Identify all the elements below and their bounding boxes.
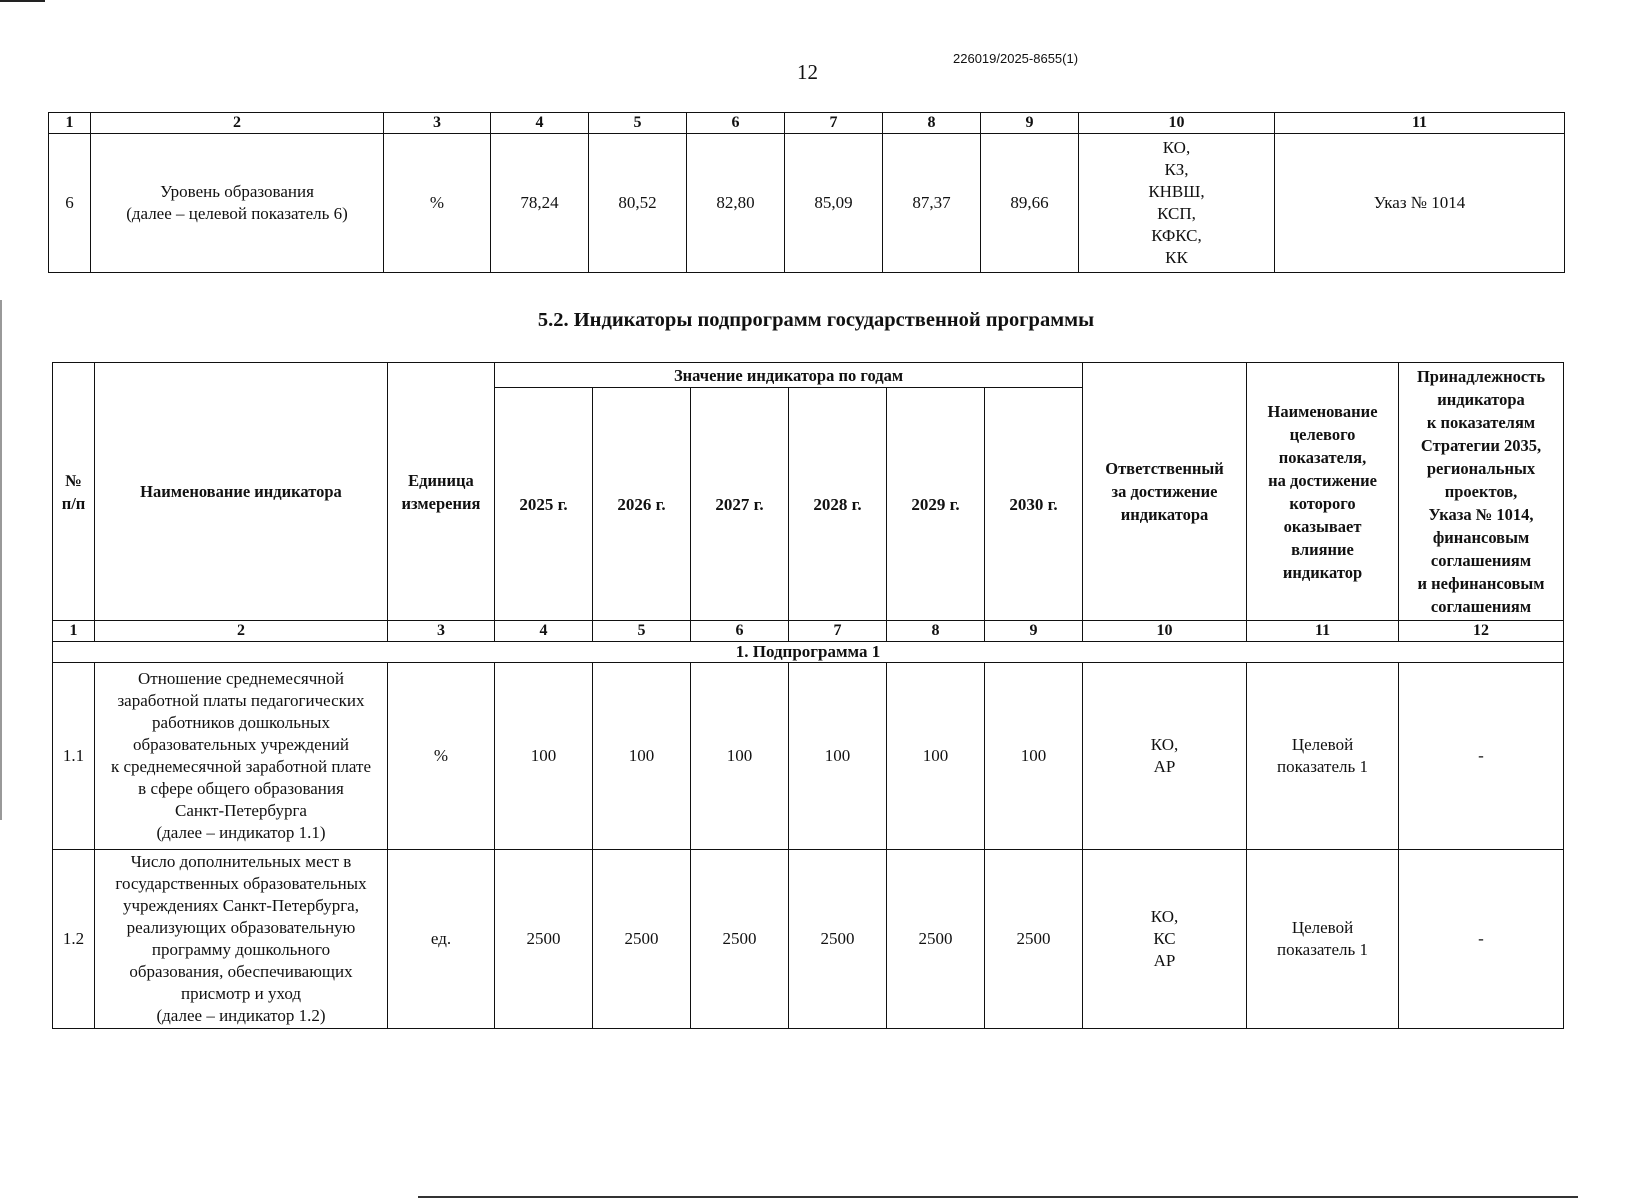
- col-number: 10: [1079, 113, 1275, 134]
- value-cell: 80,52: [589, 134, 687, 273]
- scan-artifact-bottom: [418, 1196, 1578, 1198]
- header-year: 2025 г.: [495, 388, 593, 621]
- unit: ед.: [388, 850, 495, 1029]
- target-indicators-table: [48, 112, 1565, 273]
- header-row: [53, 363, 1564, 388]
- value-cell: 100: [789, 663, 887, 850]
- subprogram-row: [53, 642, 1564, 663]
- header-year: 2030 г.: [985, 388, 1083, 621]
- header-year: 2028 г.: [789, 388, 887, 621]
- value-cell: 82,80: [687, 134, 785, 273]
- value-cell: 100: [887, 663, 985, 850]
- col-number: 3: [388, 621, 495, 642]
- col-number: 1: [49, 113, 91, 134]
- value-cell: 100: [593, 663, 691, 850]
- value-cell: 2500: [985, 850, 1083, 1029]
- value-cell: 100: [495, 663, 593, 850]
- responsible: КО, КС АР: [1083, 850, 1247, 1029]
- value-cell: 2500: [887, 850, 985, 1029]
- col-number: 6: [687, 113, 785, 134]
- col-number: 9: [985, 621, 1083, 642]
- value-cell: 100: [691, 663, 789, 850]
- value-cell: 100: [985, 663, 1083, 850]
- row-number: 1.2: [53, 850, 95, 1029]
- col-number: 4: [491, 113, 589, 134]
- table-row: [53, 663, 1564, 850]
- indicator-name: Число дополнительных мест в государственных образовательных учреждениях Санкт-Петербурга, реализующих образовательную программу дошкольного образования, обеспечивающих присмотр и уход (далее – индикатор 1.2): [95, 850, 388, 1029]
- value-cell: 2500: [495, 850, 593, 1029]
- col-number: 5: [589, 113, 687, 134]
- col-number: 7: [785, 113, 883, 134]
- header-name: Наименование индикатора: [95, 363, 388, 621]
- header-num: № п/п: [53, 363, 95, 621]
- header-year: 2026 г.: [593, 388, 691, 621]
- value-cell: 78,24: [491, 134, 589, 273]
- col-number: 3: [384, 113, 491, 134]
- value-cell: 85,09: [785, 134, 883, 273]
- header-responsible: Ответственный за достижение индикатора: [1083, 363, 1247, 621]
- subprogram-title: 1. Подпрограмма 1: [53, 642, 1564, 663]
- col-number: 9: [981, 113, 1079, 134]
- column-number-row: [49, 113, 1565, 134]
- col-number: 1: [53, 621, 95, 642]
- value-cell: 89,66: [981, 134, 1079, 273]
- indicator-name: Уровень образования (далее – целевой показатель 6): [91, 134, 384, 273]
- col-number: 4: [495, 621, 593, 642]
- header-year: 2027 г.: [691, 388, 789, 621]
- target-indicator: Целевой показатель 1: [1247, 663, 1399, 850]
- value-cell: 2500: [789, 850, 887, 1029]
- table-row: [53, 850, 1564, 1029]
- page-number: 12: [797, 60, 818, 84]
- header-year: 2029 г.: [887, 388, 985, 621]
- col-number: 12: [1399, 621, 1564, 642]
- subprogram-indicators-table: [52, 362, 1564, 1029]
- column-number-row: [53, 621, 1564, 642]
- value-cell: 2500: [691, 850, 789, 1029]
- col-number: 5: [593, 621, 691, 642]
- table-row: [49, 134, 1565, 273]
- header-unit: Единица измерения: [388, 363, 495, 621]
- col-number: 6: [691, 621, 789, 642]
- col-number: 8: [883, 113, 981, 134]
- row-number: 6: [49, 134, 91, 273]
- reference: Указ № 1014: [1275, 134, 1565, 273]
- value-cell: 2500: [593, 850, 691, 1029]
- value-cell: 87,37: [883, 134, 981, 273]
- row-number: 1.1: [53, 663, 95, 850]
- header-belonging: Принадлежность индикатора к показателям Стратегии 2035, региональных проектов, Указа № 1014, финансовым соглашениям и нефинансовым соглашениям: [1399, 363, 1564, 621]
- indicator-name: Отношение среднемесячной заработной платы педагогических работников дошкольных образовательных учреждений к среднемесячной заработной плате в сфере общего образования Санкт-Петербурга (далее – индикатор 1.1): [95, 663, 388, 850]
- scan-artifact-top: [0, 0, 45, 2]
- target-indicator: Целевой показатель 1: [1247, 850, 1399, 1029]
- header-years-group: Значение индикатора по годам: [495, 363, 1083, 388]
- unit: %: [384, 134, 491, 273]
- header-target: Наименование целевого показателя, на достижение которого оказывает влияние индикатор: [1247, 363, 1399, 621]
- responsible: КО, АР: [1083, 663, 1247, 850]
- section-title: 5.2. Индикаторы подпрограмм государственной программы: [537, 309, 1095, 331]
- col-number: 11: [1275, 113, 1565, 134]
- col-number: 8: [887, 621, 985, 642]
- belonging: -: [1399, 850, 1564, 1029]
- col-number: 2: [91, 113, 384, 134]
- unit: %: [388, 663, 495, 850]
- col-number: 11: [1247, 621, 1399, 642]
- col-number: 10: [1083, 621, 1247, 642]
- scan-artifact-left: [0, 300, 2, 820]
- col-number: 7: [789, 621, 887, 642]
- belonging: -: [1399, 663, 1564, 850]
- document-id: 226019/2025-8655(1): [953, 51, 1079, 66]
- col-number: 2: [95, 621, 388, 642]
- responsible: КО, КЗ, КНВШ, КСП, КФКС, КК: [1079, 134, 1275, 273]
